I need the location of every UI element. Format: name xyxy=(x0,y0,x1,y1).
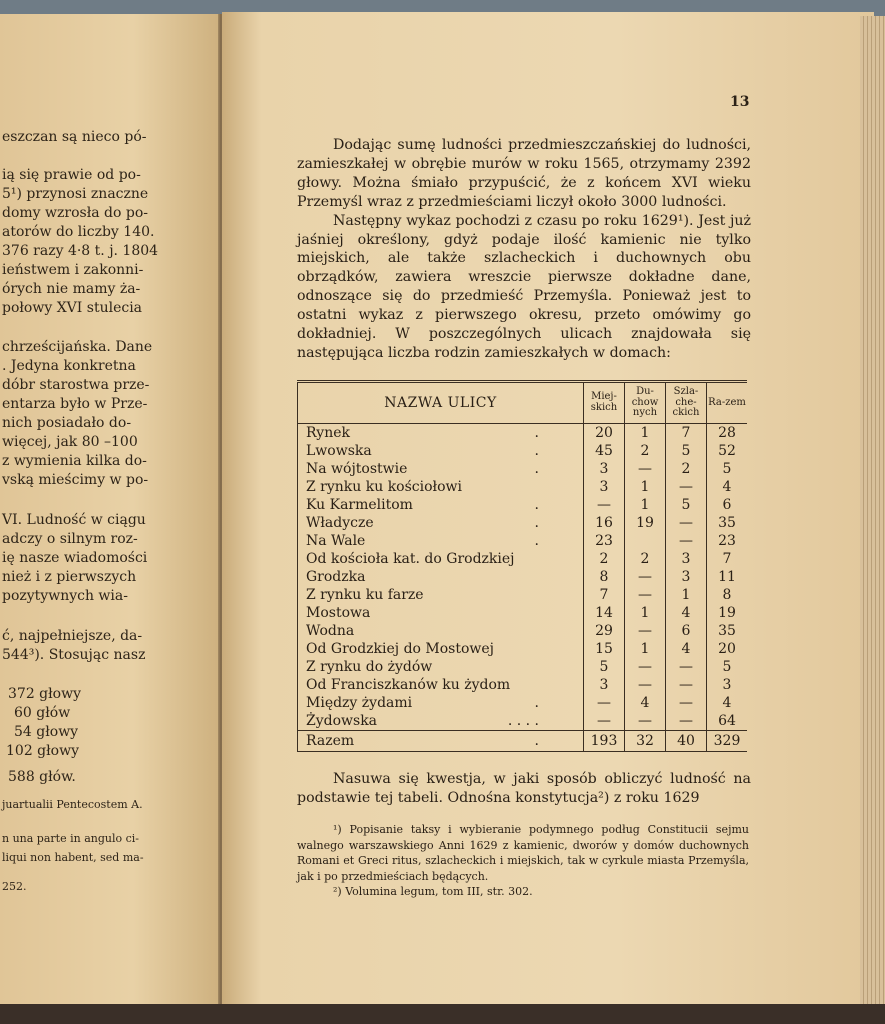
header-nobility: Szla-che-ckich xyxy=(666,382,707,424)
street-name-cell xyxy=(298,478,584,496)
municipal-cell: — xyxy=(584,496,625,514)
street-name-cell xyxy=(298,712,584,731)
table-row xyxy=(298,604,748,622)
leader-dots: . xyxy=(534,732,539,749)
nobility-cell: — xyxy=(666,712,707,731)
nobility-cell: — xyxy=(666,514,707,532)
municipal-cell: 8 xyxy=(584,568,625,586)
total-cell: 35 xyxy=(707,622,748,640)
total-cell: 11 xyxy=(707,568,748,586)
table-row xyxy=(298,640,748,658)
street-name-cell xyxy=(298,586,584,604)
header-street-name: NAZWA ULICY xyxy=(298,382,584,424)
clergy-cell: 2 xyxy=(625,550,666,568)
left-page-line: pozytywnych wia- xyxy=(2,588,128,604)
street-name: Od kościoła kat. do Grodzkiej xyxy=(306,550,515,567)
street-name: Między żydami xyxy=(306,694,413,711)
left-page-line: 376 razy 4·8 t. j. 1804 xyxy=(2,243,159,259)
footnote-1: ¹) Popisanie taksy i wybieranie podymnego podług Constitucii sejmu walnego warszawskiego Anni 1629 z kamienic, dworów y domów duchownych Romani et Greci ritus, szlacheckich i miejskich, tak w cyrkule miasta Przemyśla, jak i po przedmieściach będących. xyxy=(297,823,749,883)
nobility-cell: — xyxy=(666,658,707,676)
clergy-cell: — xyxy=(625,676,666,694)
left-page-line: chrześcijańska. Dane xyxy=(2,339,153,355)
municipal-cell: 3 xyxy=(584,676,625,694)
street-name: Władycze xyxy=(306,514,374,531)
nobility-cell: 2 xyxy=(666,460,707,478)
street-table xyxy=(297,380,747,752)
clergy-cell: — xyxy=(625,622,666,640)
street-name: Z rynku ku kościołowi xyxy=(306,478,462,495)
left-page-line: połowy XVI stulecia xyxy=(2,300,143,316)
clergy-cell: 1 xyxy=(625,496,666,514)
table-total-row xyxy=(298,730,748,751)
left-page-line: 372 głowy xyxy=(8,686,81,702)
clergy-cell: 1 xyxy=(625,640,666,658)
table-row xyxy=(298,478,748,496)
street-name-cell xyxy=(298,640,584,658)
table-header-row xyxy=(298,382,748,424)
total-cell: 35 xyxy=(707,514,748,532)
municipal-cell: 16 xyxy=(584,514,625,532)
left-page-line: nich posiadało do- xyxy=(2,415,132,431)
clergy-cell: 19 xyxy=(625,514,666,532)
leader-dots: . xyxy=(534,442,539,459)
footnotes xyxy=(297,822,749,900)
street-name-cell xyxy=(298,730,584,751)
clergy-cell: 1 xyxy=(625,478,666,496)
leader-dots: . xyxy=(534,514,539,531)
left-page-line: 252. xyxy=(2,880,27,893)
table-row xyxy=(298,568,748,586)
left-page-line: ię nasze wiadomości xyxy=(2,550,148,566)
body-text-bottom xyxy=(297,770,751,808)
nobility-cell: 1 xyxy=(666,586,707,604)
left-page-line: więcej, jak 80 –100 xyxy=(2,434,138,450)
nobility-cell: 4 xyxy=(666,604,707,622)
left-page-line: adczy o silnym roz- xyxy=(2,531,138,547)
left-page-line: 60 głów xyxy=(14,705,71,721)
total-cell: 28 xyxy=(707,423,748,442)
clergy-cell xyxy=(625,532,666,550)
municipal-cell: 193 xyxy=(584,730,625,751)
clergy-cell: — xyxy=(625,460,666,478)
page-edges xyxy=(860,16,885,1006)
left-page-line: liqui non habent, sed ma- xyxy=(2,851,144,864)
street-name: Żydowska xyxy=(306,712,378,729)
street-name-cell xyxy=(298,604,584,622)
table-row xyxy=(298,622,748,640)
left-page-line: órych nie mamy ża- xyxy=(2,281,141,297)
left-page-line: domy wzrosła do po- xyxy=(2,205,148,221)
municipal-cell: — xyxy=(584,712,625,731)
clergy-cell: — xyxy=(625,568,666,586)
total-cell: 329 xyxy=(707,730,748,751)
municipal-cell: 7 xyxy=(584,586,625,604)
leader-dots: . xyxy=(534,460,539,477)
left-page-line: 588 głów. xyxy=(8,769,76,785)
nobility-cell: 3 xyxy=(666,568,707,586)
street-name-cell xyxy=(298,658,584,676)
street-name: Od Franciszkanów ku żydom xyxy=(306,676,511,693)
left-page-line: eszczan są nieco pó- xyxy=(2,129,147,145)
nobility-cell: 5 xyxy=(666,442,707,460)
clergy-cell: 32 xyxy=(625,730,666,751)
municipal-cell: 2 xyxy=(584,550,625,568)
nobility-cell: — xyxy=(666,694,707,712)
street-name-cell xyxy=(298,676,584,694)
left-page-line: 102 głowy xyxy=(6,743,79,759)
street-name: Z rynku ku farze xyxy=(306,586,424,603)
street-name-cell xyxy=(298,460,584,478)
paragraph-3: Nasuwa się kwestja, w jaki sposób obliczyć ludność na podstawie tej tabeli. Odnośna konstytucja²) z roku 1629 xyxy=(297,771,751,806)
municipal-cell: 3 xyxy=(584,478,625,496)
table-row xyxy=(298,423,748,442)
left-page-line: atorów do liczby 140. xyxy=(2,224,155,240)
street-name: Razem xyxy=(306,732,355,749)
leader-dots: . xyxy=(534,532,539,549)
street-name: Wodna xyxy=(306,622,355,639)
nobility-cell: — xyxy=(666,676,707,694)
footnote-2: ²) Volumina legum, tom III, str. 302. xyxy=(333,885,533,898)
nobility-cell: 6 xyxy=(666,622,707,640)
left-page xyxy=(0,14,222,1004)
left-page-line: nież i z pierwszych xyxy=(2,569,137,585)
total-cell: 64 xyxy=(707,712,748,731)
street-name-cell xyxy=(298,496,584,514)
nobility-cell: 4 xyxy=(666,640,707,658)
total-cell: 4 xyxy=(707,694,748,712)
street-name-cell xyxy=(298,442,584,460)
paragraph-2: Następny wykaz pochodzi z czasu po roku 1629¹). Jest już jaśniej określony, gdyż podaje ilość kamienic nie tylko miejskich, ale także szlacheckich i duchownych obu obrządków, zawiera wreszcie pierwsze dokładne dane, odnoszące się do przedmieść Przemyśla. Ponieważ jest to ostatni wykaz z pierwszego okresu, przeto omówimy go dokładniej. W poszczególnych ulicach znajdowała się następująca liczba rodzin zamieszkałych w domach: xyxy=(297,212,751,361)
street-name-cell xyxy=(298,622,584,640)
left-page-line: VI. Ludność w ciągu xyxy=(2,512,146,528)
left-page-line: . Jedyna konkretna xyxy=(2,358,136,374)
right-page xyxy=(222,12,874,1008)
left-page-line: entarza było w Prze- xyxy=(2,396,148,412)
header-total: Ra-zem xyxy=(707,382,748,424)
nobility-cell: — xyxy=(666,532,707,550)
paragraph-1: Dodając sumę ludności przedmieszczańskiej do ludności, zamieszkałej w obrębie murów w roku 1565, otrzymamy 2392 głowy. Można śmiało przypuścić, że z końcem XVI wieku Przemyśl wraz z przedmieściami liczył około 3000 ludności. xyxy=(297,137,751,210)
total-cell: 5 xyxy=(707,658,748,676)
clergy-cell: — xyxy=(625,586,666,604)
clergy-cell: 1 xyxy=(625,604,666,622)
street-name-cell xyxy=(298,532,584,550)
clergy-cell: 4 xyxy=(625,694,666,712)
table-row xyxy=(298,550,748,568)
left-page-line: ieństwem i zakonni- xyxy=(2,262,144,278)
total-cell: 8 xyxy=(707,586,748,604)
total-cell: 4 xyxy=(707,478,748,496)
leader-dots: . xyxy=(534,424,539,441)
table-row xyxy=(298,496,748,514)
street-name: Na Wale xyxy=(306,532,366,549)
clergy-cell: — xyxy=(625,658,666,676)
street-name: Lwowska xyxy=(306,442,372,459)
street-name: Mostowa xyxy=(306,604,371,621)
background-shadow xyxy=(0,1004,885,1024)
clergy-cell: 1 xyxy=(625,423,666,442)
body-text-top xyxy=(297,136,751,363)
street-name: Na wójtostwie xyxy=(306,460,408,477)
street-name: Rynek xyxy=(306,424,350,441)
header-municipal: Miej-skich xyxy=(584,382,625,424)
total-cell: 19 xyxy=(707,604,748,622)
street-name-cell xyxy=(298,694,584,712)
street-name: Z rynku do żydów xyxy=(306,658,433,675)
street-name-cell xyxy=(298,550,584,568)
municipal-cell: 5 xyxy=(584,658,625,676)
left-page-line: 54 głowy xyxy=(14,724,79,740)
municipal-cell: 45 xyxy=(584,442,625,460)
street-name: Od Grodzkiej do Mostowej xyxy=(306,640,495,657)
clergy-cell: 2 xyxy=(625,442,666,460)
left-page-line: ć, najpełniejsze, da- xyxy=(2,628,143,644)
street-name: Grodzka xyxy=(306,568,366,585)
municipal-cell: 15 xyxy=(584,640,625,658)
street-name-cell xyxy=(298,568,584,586)
nobility-cell: 3 xyxy=(666,550,707,568)
left-page-line: 544³). Stosując nasz xyxy=(2,647,146,663)
total-cell: 3 xyxy=(707,676,748,694)
table-row xyxy=(298,676,748,694)
left-page-line: dóbr starostwa prze- xyxy=(2,377,150,393)
municipal-cell: 14 xyxy=(584,604,625,622)
left-page-line: 5¹) przynosi znaczne xyxy=(2,186,149,202)
left-page-line: vską mieścimy w po- xyxy=(2,472,149,488)
clergy-cell: — xyxy=(625,712,666,731)
left-page-line: n una parte in angulo ci- xyxy=(2,832,139,845)
total-cell: 5 xyxy=(707,460,748,478)
table-row xyxy=(298,514,748,532)
street-name: Ku Karmelitom xyxy=(306,496,413,513)
total-cell: 7 xyxy=(707,550,748,568)
nobility-cell: 5 xyxy=(666,496,707,514)
municipal-cell: 23 xyxy=(584,532,625,550)
header-clergy: Du-chow nych xyxy=(625,382,666,424)
municipal-cell: — xyxy=(584,694,625,712)
street-name-cell xyxy=(298,514,584,532)
left-page-line: juartualii Pentecostem A. xyxy=(2,798,143,811)
municipal-cell: 20 xyxy=(584,423,625,442)
table-row xyxy=(298,694,748,712)
nobility-cell: — xyxy=(666,478,707,496)
left-page-line: ią się prawie od po- xyxy=(2,167,141,183)
table-row xyxy=(298,532,748,550)
municipal-cell: 29 xyxy=(584,622,625,640)
table-row xyxy=(298,712,748,731)
table-row xyxy=(298,442,748,460)
leader-dots: . xyxy=(534,694,539,711)
table-row xyxy=(298,460,748,478)
left-page-line: z wymienia kilka do- xyxy=(2,453,147,469)
table-row xyxy=(298,658,748,676)
leader-dots: . xyxy=(534,496,539,513)
total-cell: 23 xyxy=(707,532,748,550)
total-cell: 20 xyxy=(707,640,748,658)
page-number: 13 xyxy=(730,94,750,110)
nobility-cell: 40 xyxy=(666,730,707,751)
total-cell: 6 xyxy=(707,496,748,514)
municipal-cell: 3 xyxy=(584,460,625,478)
leader-dots: . . . . xyxy=(507,712,539,729)
street-name-cell xyxy=(298,423,584,442)
nobility-cell: 7 xyxy=(666,423,707,442)
total-cell: 52 xyxy=(707,442,748,460)
table-row xyxy=(298,586,748,604)
